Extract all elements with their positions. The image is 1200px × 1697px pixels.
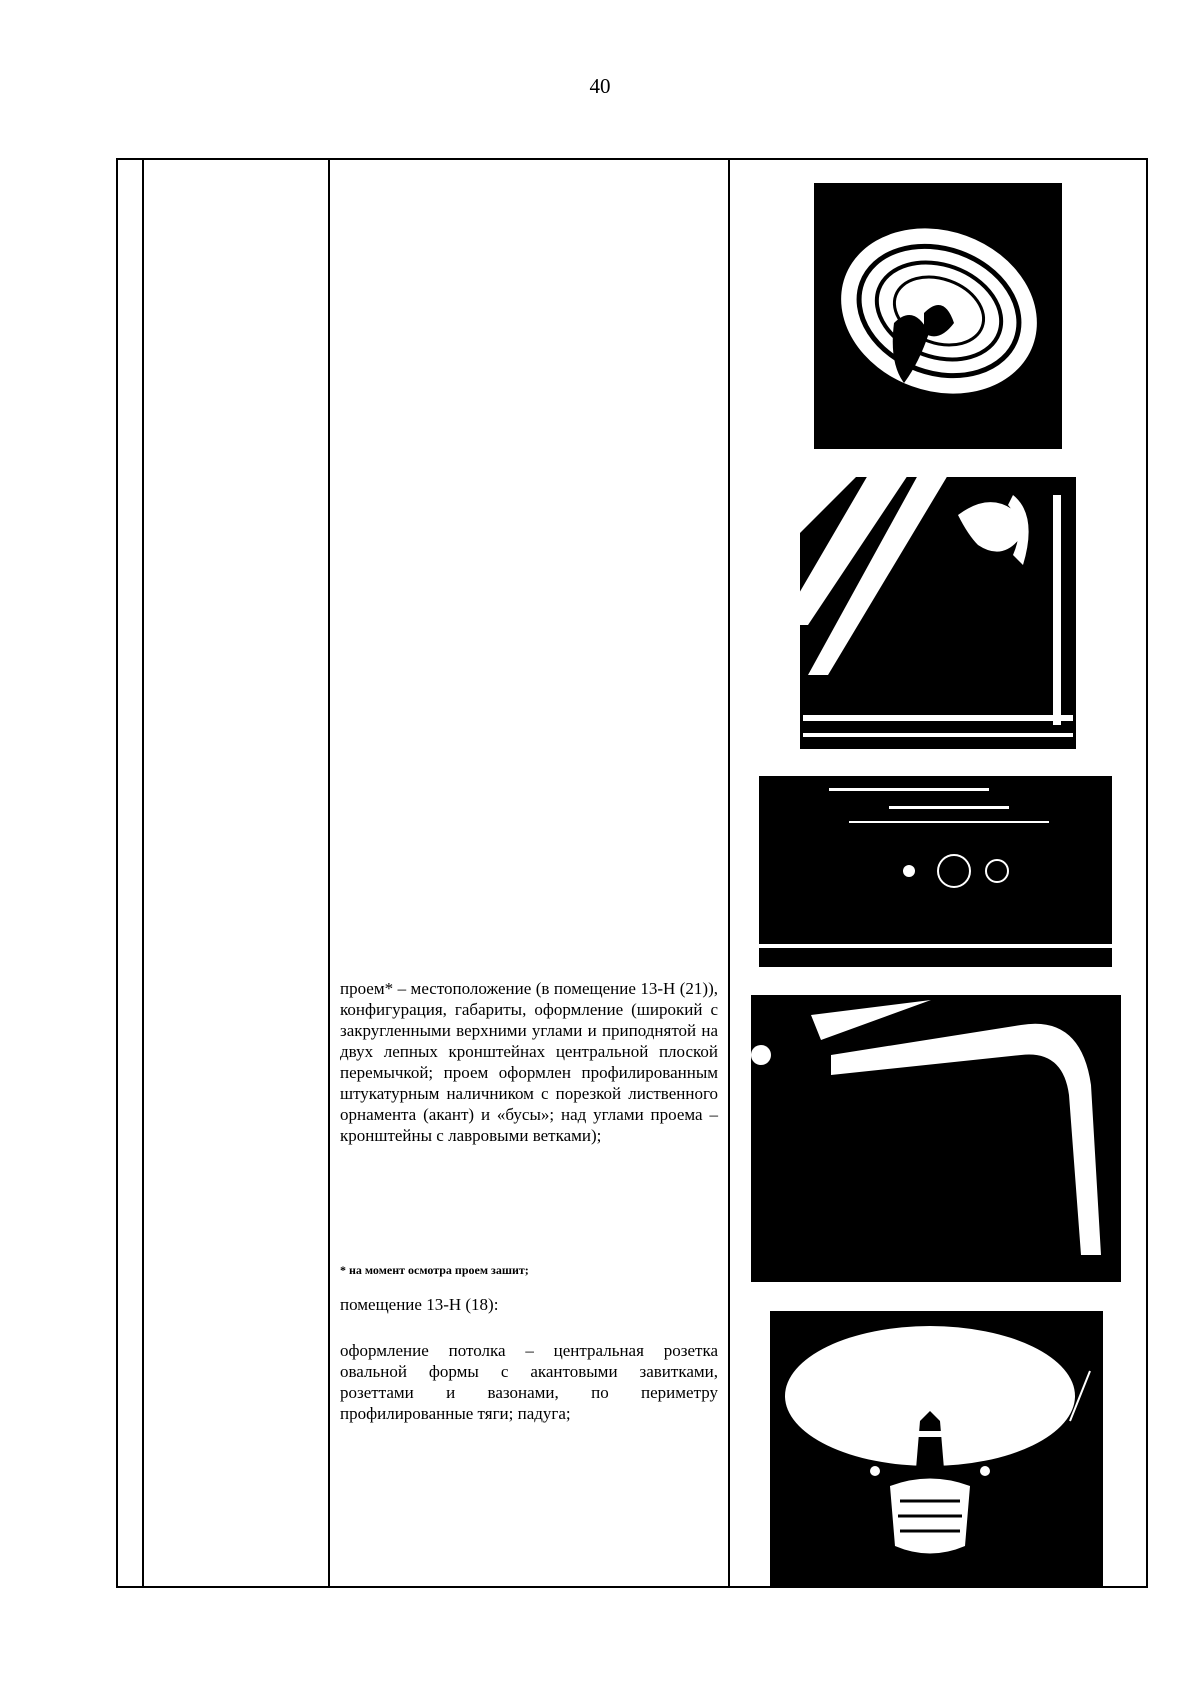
- corner-moulding-photo: [798, 475, 1078, 751]
- footnote: * на момент осмотра проем зашит;: [340, 1263, 529, 1277]
- opening-description: проем* – местоположение (в помещение 13-Н (21)), конфигурация, габариты, оформление (широкий с закругленными верхними углами и приподнятой на двух лепных кронштейнах центральной плоской перемычкой; проем оформлен профилированным штукатурным наличником с порезкой лиственного орнамента (акант) и «бусы»; над углами проема – кронштейны с лавровыми ветками);: [340, 979, 718, 1145]
- table-divider: [328, 160, 330, 1586]
- ceiling-description: оформление потолка – центральная розетка овальной формы с акантовыми завитками, розеттами и вазонами, по периметру профилированные тяги; падуга;: [340, 1341, 718, 1423]
- plaster-frieze-photo: [759, 776, 1112, 967]
- page-number: 40: [589, 74, 611, 98]
- chandelier-photo: [770, 1311, 1103, 1588]
- table-divider: [728, 160, 730, 1586]
- arched-opening-photo: [751, 995, 1121, 1282]
- ceiling-rosette-photo: [814, 183, 1062, 449]
- description-cell: [340, 160, 718, 1586]
- table-divider: [142, 160, 144, 1586]
- room-heading: помещение 13-Н (18):: [340, 1295, 499, 1314]
